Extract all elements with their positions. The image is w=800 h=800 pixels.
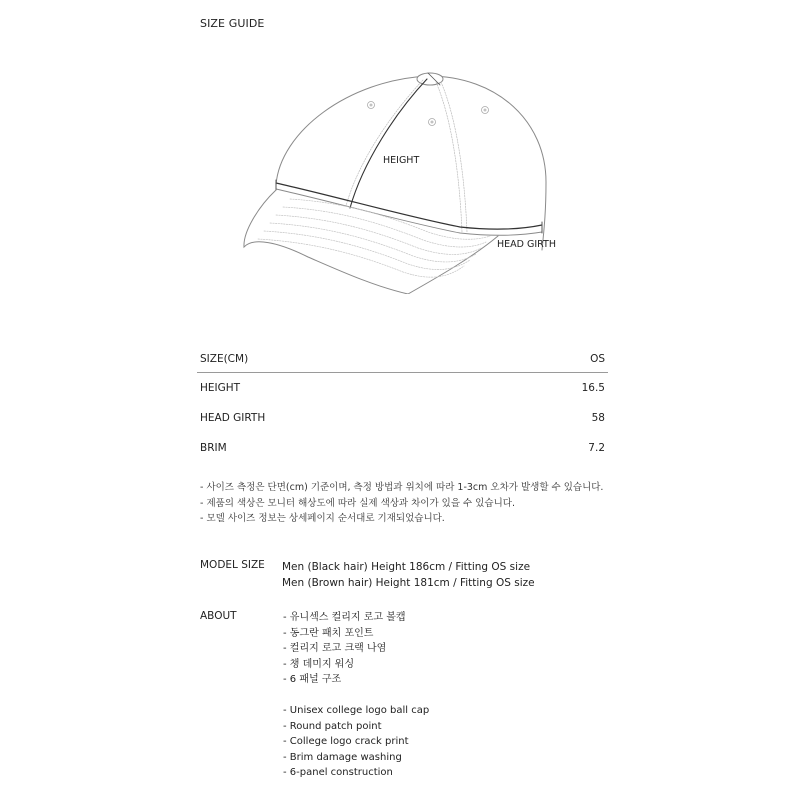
note-item: - 모델 사이즈 정보는 상세페이지 순서대로 기재되었습니다. [200, 513, 445, 524]
about-item-ko: - 유니섹스 컬리지 로고 볼캡 [283, 612, 406, 623]
row-label: BRIM [200, 442, 227, 454]
model-size-value: Men (Brown hair) Height 181cm / Fitting OS size [282, 577, 535, 589]
about-item-ko: - 컬리지 로고 크랙 나염 [283, 643, 387, 654]
cap-diagram [228, 62, 573, 294]
about-label: ABOUT [200, 610, 237, 622]
about-item-ko: - 챙 데미지 워싱 [283, 658, 355, 670]
about-item-ko: - 동그란 패치 포인트 [283, 627, 374, 639]
row-value: 58 [591, 412, 605, 424]
size-table [197, 348, 608, 463]
table-row [197, 433, 608, 463]
about-list [283, 610, 429, 781]
model-size-value: Men (Black hair) Height 186cm / Fitting OS size [282, 561, 531, 573]
cap-eyelets [368, 102, 489, 126]
note-item: - 사이즈 측정은 단면(cm) 기준이며, 측정 방법과 위치에 따라 1-3cm 오차가 발생할 수 있습니다. [200, 482, 604, 493]
diagram-label-head-girth: HEAD GIRTH [497, 239, 556, 250]
table-row [197, 403, 608, 433]
size-table-header [197, 348, 608, 370]
row-label: HEIGHT [200, 382, 241, 394]
height-seam [350, 79, 427, 208]
about-item-en: - Round patch point [283, 720, 382, 732]
row-label: HEAD GIRTH [200, 412, 266, 424]
brim-outline [244, 190, 408, 294]
note-item: - 제품의 색상은 모니터 해상도에 따라 실제 색상과 차이가 있을 수 있습니다. [200, 497, 515, 509]
about-spacer [283, 688, 429, 704]
model-size-label: MODEL SIZE [200, 559, 265, 571]
about-item-en: - College logo crack print [283, 736, 409, 747]
about-item-ko: - 6 패널 구조 [283, 674, 342, 685]
row-value: 16.5 [581, 382, 605, 394]
about-item-en: - 6-panel construction [283, 767, 393, 778]
about-item-en: - Brim damage washing [283, 751, 402, 763]
about-item-en: - Unisex college logo ball cap [283, 705, 430, 716]
size-header-label: SIZE(CM) [200, 353, 249, 365]
row-value: 7.2 [588, 442, 605, 454]
brim-stitching [258, 199, 490, 277]
size-header-os: OS [590, 353, 605, 365]
head-girth-band [276, 183, 542, 229]
page-title: SIZE GUIDE [200, 17, 265, 30]
table-row [197, 373, 608, 403]
diagram-label-height: HEIGHT [383, 155, 420, 166]
notes [200, 480, 603, 527]
model-size-values [282, 559, 535, 591]
